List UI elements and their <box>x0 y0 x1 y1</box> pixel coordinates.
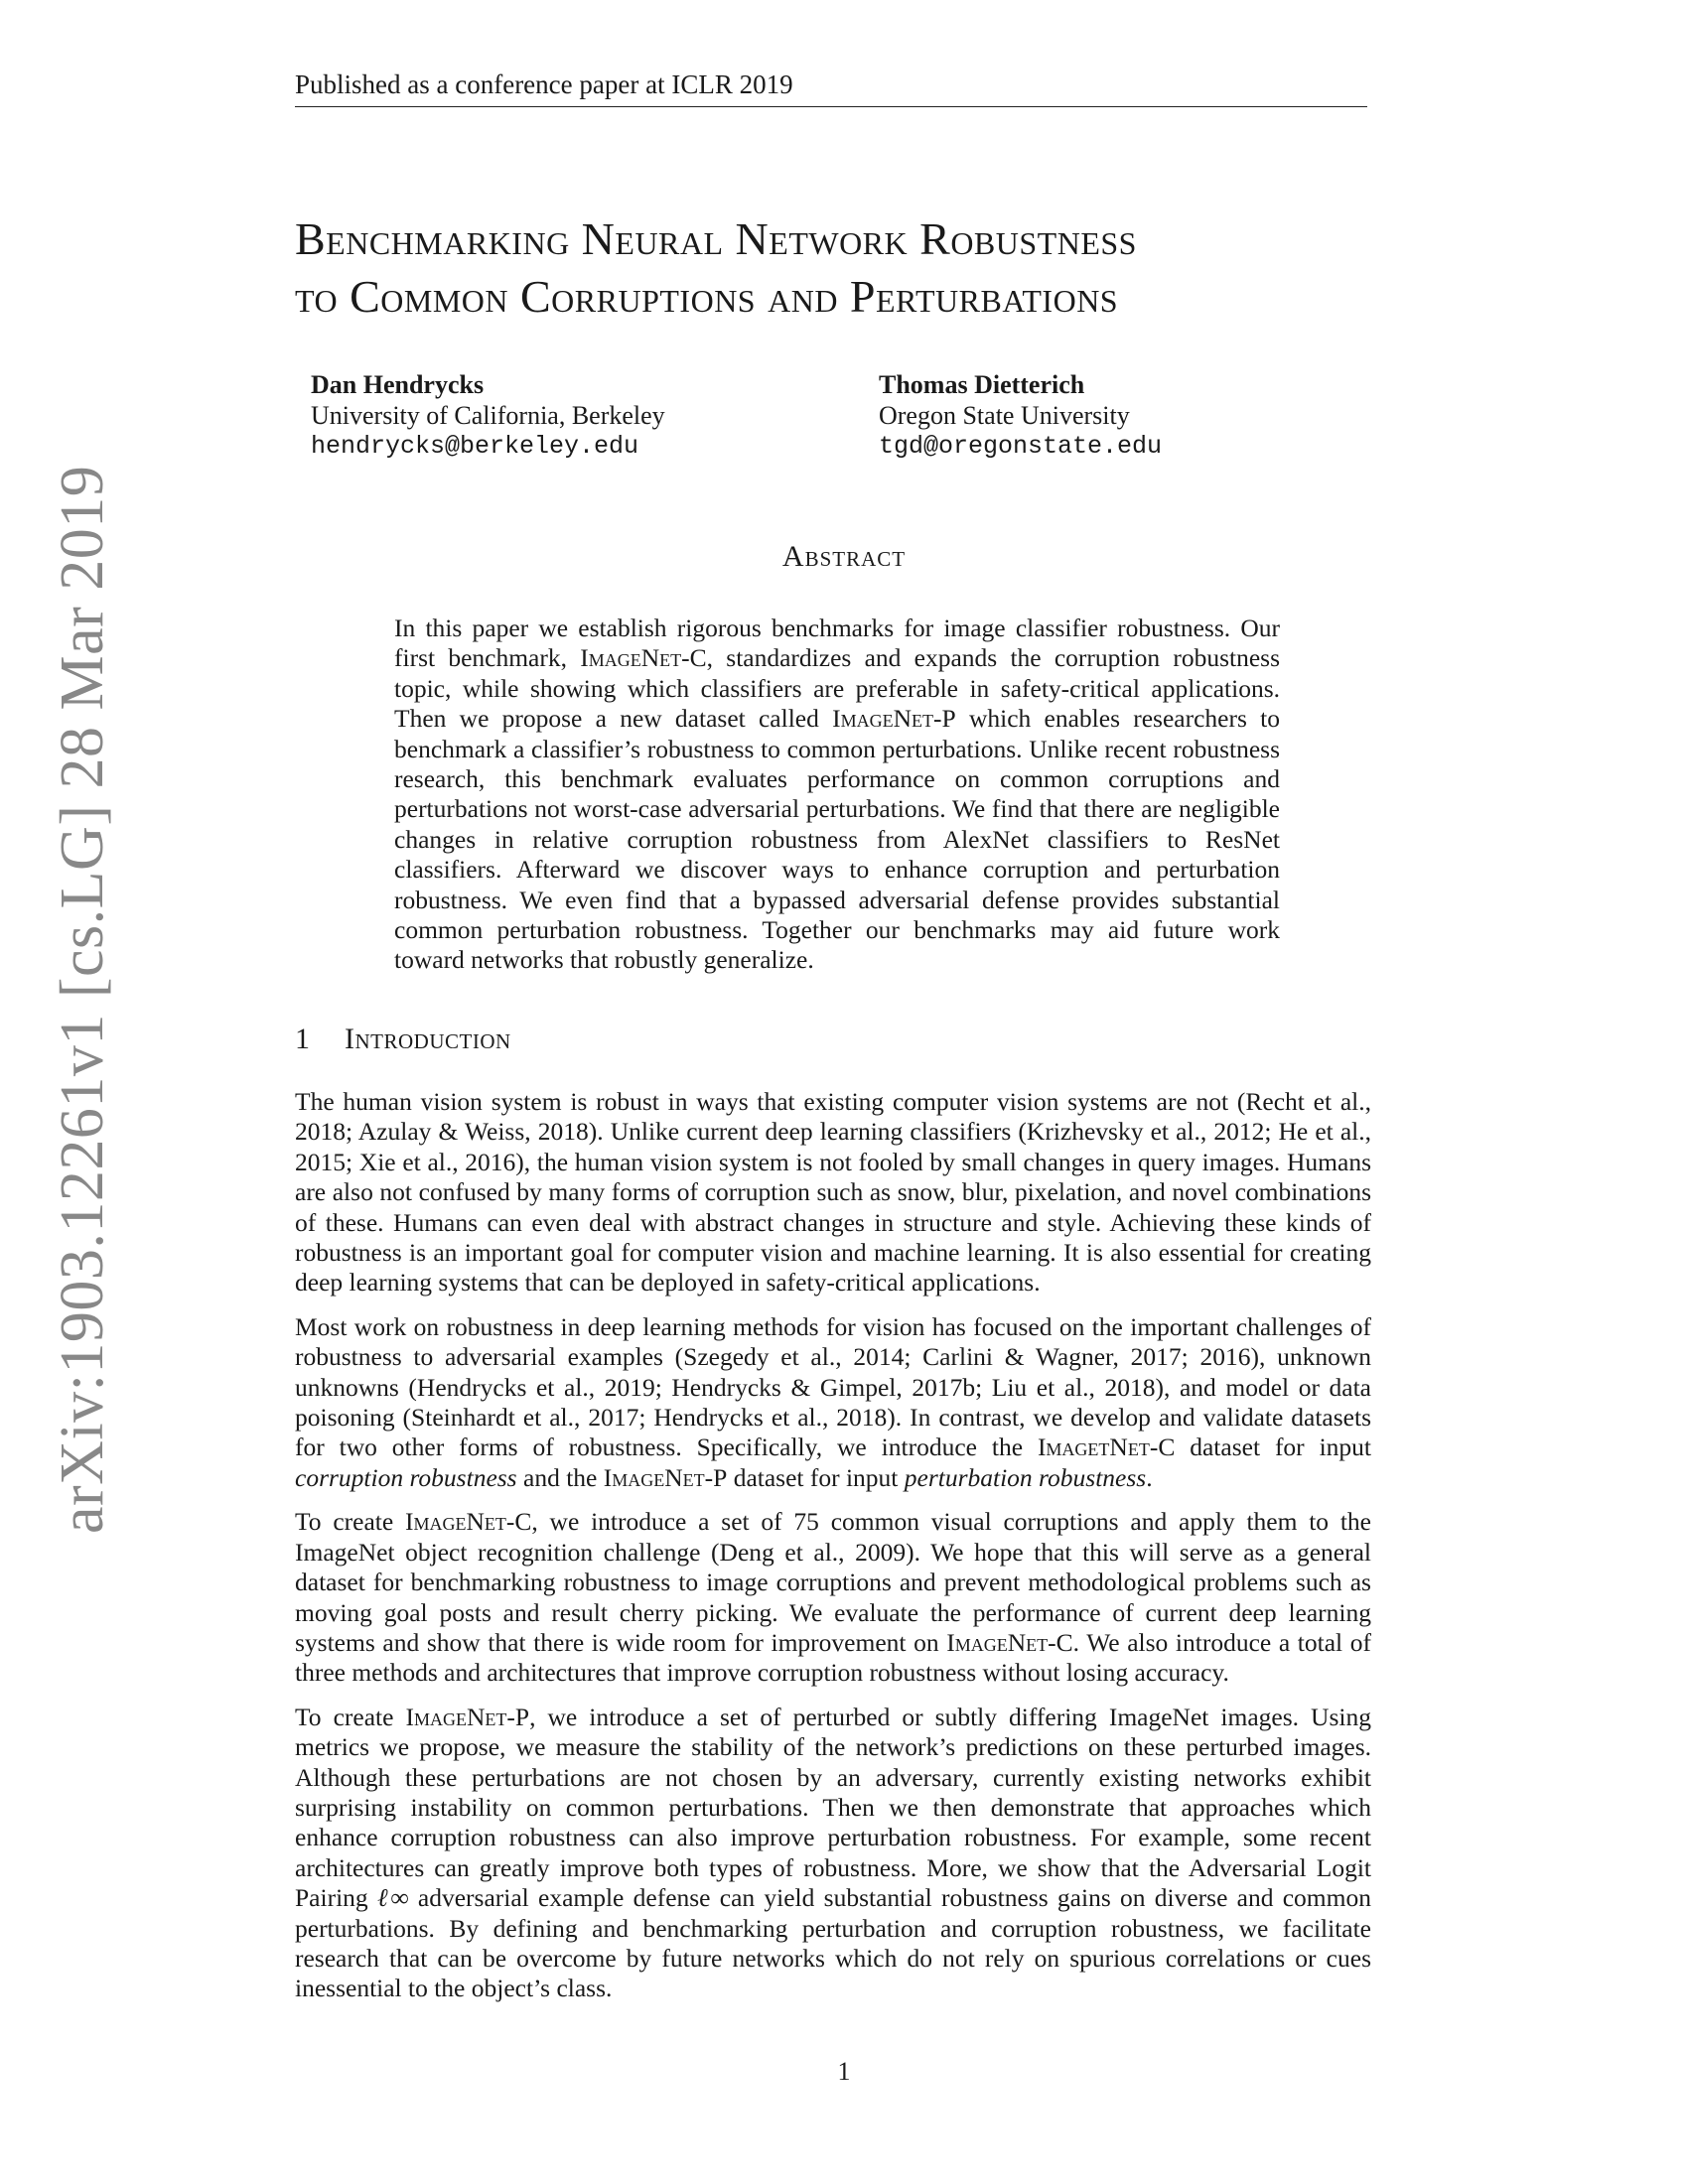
dataset-name: ImageNet-P <box>832 704 956 734</box>
paragraph-text: dataset for input <box>727 1462 905 1492</box>
paragraph-text: , we introduce a set of 75 common visual corruptions and apply them to the ImageNet object recognition challenge (Deng et al., 2009). We hope that this will serve as a general dataset for benchmarking robustness to image corruptions and prevent methodological problems such as moving goal posts and result cherry picking. We evaluate the performance of current deep learning systems and show that there is wide room for improvement on <box>295 1507 1371 1657</box>
dataset-name: ImagetNet-C <box>1037 1433 1176 1462</box>
author-name: Dan Hendrycks <box>311 370 485 399</box>
author-affiliation: University of California, Berkeley <box>311 401 665 430</box>
dataset-name: ImageNet-C <box>946 1627 1073 1657</box>
abstract-heading: Abstract <box>781 540 907 573</box>
section-number: 1 <box>295 1023 311 1055</box>
author-affiliation: Oregon State University <box>879 401 1130 430</box>
arxiv-identifier: arXiv:1903.12261v1 [cs.LG] 28 Mar 2019 <box>49 465 116 1534</box>
section-title: Introduction <box>345 1023 511 1055</box>
abstract-body <box>394 614 1280 976</box>
author-block-2 <box>879 369 1162 462</box>
math-symbol: ℓ∞ <box>376 1883 409 1913</box>
title-line-2: to Common Corruptions and Perturbations <box>295 271 1119 322</box>
paper-title <box>295 210 1407 326</box>
title-line-1: Benchmarking Neural Network Robustness <box>295 213 1137 264</box>
page-number: 1 <box>837 2057 851 2086</box>
emphasis: corruption robustness <box>295 1462 517 1492</box>
author-email[interactable]: hendrycks@berkeley.edu <box>311 432 639 461</box>
abstract-text: In this paper we establish rigorous benchmarks for image classifier robustness. Our first benchmark, <box>394 614 1280 673</box>
paragraph-text: . We also introduce a total of three methods and architectures that improve corruption robustness without losing accuracy. <box>295 1627 1372 1688</box>
paragraph-text: . <box>1146 1462 1153 1492</box>
paragraph-text: adversarial example defense can yield substantial robustness gains on diverse and common perturbations. By defining and benchmarking perturbation and corruption robustness, we facilitate research that can be overcome by future networks which do not rely on spurious correlations or cues inessential to the object’s class. <box>295 1883 1371 2003</box>
paragraph-text: To create <box>295 1507 405 1537</box>
paragraph-text: dataset for input <box>1175 1433 1372 1462</box>
introduction-body <box>295 1087 1371 2018</box>
author-name: Thomas Dietterich <box>879 370 1085 399</box>
paragraph-text: To create <box>295 1702 406 1731</box>
paragraph: The human vision system is robust in ways that existing computer vision systems are not (Recht et al., 2018; Azulay & Weiss, 2018). Unlike current deep learning classifiers (Krizhevsky et al., 2012; He et al., 2015; Xie et al., 2016), the human vision system is not fooled by small changes in query images. Humans are also not confused by many forms of corruption such as snow, blur, pixelation, and novel combinations of these. Humans can even deal with abstract changes in structure and style. Achieving these kinds of robustness is an important goal for computer vision and machine learning. It is also essential for creating deep learning systems that can be deployed in safety-critical applications. <box>295 1087 1371 1297</box>
dataset-name: ImageNet-C <box>580 643 707 673</box>
running-header: Published as a conference paper at ICLR 2019 <box>295 69 1367 107</box>
dataset-name: ImageNet-P <box>603 1462 728 1492</box>
abstract-text: , standardizes and expands the corruption robustness topic, while showing which classifiers are preferable in safety-critical applications. Then we propose a new dataset called <box>394 643 1281 734</box>
paragraph <box>295 1703 1371 2004</box>
section-heading <box>295 1023 511 1056</box>
dataset-name: ImageNet-C <box>404 1507 532 1537</box>
emphasis: perturbation robustness <box>904 1462 1147 1492</box>
dataset-name: ImageNet-P <box>405 1702 530 1731</box>
paragraph-text: , we introduce a set of perturbed or subtly differing ImageNet images. Using metrics we propose, we measure the stability of the network’s predictions on these perturbed images. Although these perturbations are not chosen by an adversary, currently existing networks exhibit surprising instability on common perturbations. Then we then demonstrate that approaches which enhance corruption robustness can also improve perturbation robustness. For example, some recent architectures can greatly improve both types of robustness. More, we show that the Adversarial Logit Pairing <box>295 1702 1371 1913</box>
paragraph-text: and the <box>516 1462 604 1492</box>
paragraph-text: Most work on robustness in deep learning methods for vision has focused on the important challenges of robustness to adversarial examples (Szegedy et al., 2014; Carlini & Wagner, 2017; 2016), unknown unknowns (Hendrycks et al., 2019; Hendrycks & Gimpel, 2017b; Liu et al., 2018), and model or data poisoning (Steinhardt et al., 2017; Hendrycks et al., 2018). In contrast, we develop and validate datasets for two other forms of robustness. Specifically, we introduce the <box>295 1311 1371 1462</box>
paragraph <box>295 1507 1371 1688</box>
author-email[interactable]: tgd@oregonstate.edu <box>879 432 1163 461</box>
paragraph <box>295 1312 1371 1493</box>
abstract-text: which enables researchers to benchmark a classifier’s robustness to common perturbations. Unlike recent robustness research, this benchmark evaluates performance on common corruptions and perturbations not worst-case adversarial perturbations. We find that there are negligible changes in relative corruption robustness from AlexNet classifiers to ResNet classifiers. Afterward we discover ways to enhance corruption and perturbation robustness. We even find that a bypassed adversarial defense provides substantial common perturbation robustness. Together our benchmarks may aid future work toward networks that robustly generalize. <box>394 704 1280 975</box>
author-block-1 <box>311 369 665 462</box>
